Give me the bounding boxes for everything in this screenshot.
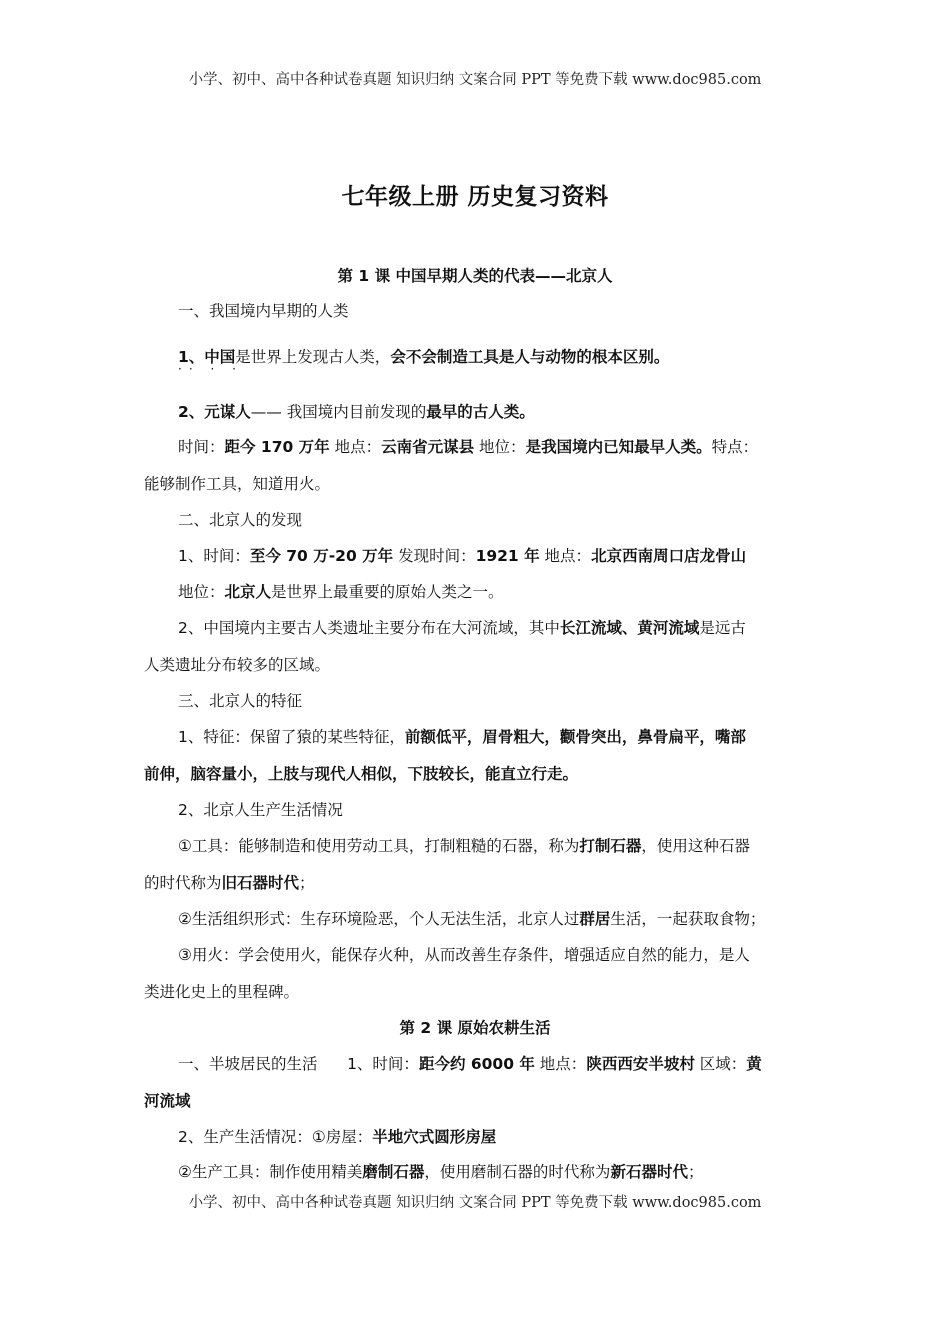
paragraph-11: ③用火：学会使用火，能保存火种，从而改善生存条件，增强适应自然的能力，是人 [178, 946, 750, 964]
section-3-heading: 三、北京人的特征 [178, 692, 303, 710]
paragraph-11-cont: 类进化史上的里程碑。 [144, 983, 300, 1001]
page-header: 小学、初中、高中各种试卷真题 知识归纳 文案合同 PPT 等免费下载 www.doc985.com [188, 72, 762, 88]
paragraph-7: 1、特征：保留了猿的某些特征，前额低平，眉骨粗大，颧骨突出，鼻骨扁平，嘴部 [178, 728, 746, 746]
lesson-2-heading: 第 2 课 原始农耕生活 [399, 1019, 551, 1037]
paragraph-7-cont: 前伸，脑容量小，上肢与现代人相似，下肢较长，能直立行走。 [144, 765, 579, 783]
paragraph-2: 2、元谋人—— 我国境内目前发现的最早的古人类。 [178, 403, 535, 421]
paragraph-4: 1、时间：至今 70 万-20 万年 发现时间：1921 年 地点：北京西南周口店龙骨山 [178, 547, 747, 565]
lesson-1-heading: 第 1 课 中国早期人类的代表——北京人 [337, 267, 613, 285]
document-title: 七年级上册 历史复习资料 [341, 184, 609, 210]
paragraph-3: 时间：距今 170 万年 地点：云南省元谋县 地位：是我国境内已知最早人类。特点： [178, 438, 759, 456]
paragraph-12-cont: 河流域 [144, 1092, 191, 1110]
paragraph-13: 2、生产生活情况：①房屋：半地穴式圆形房屋 [178, 1128, 497, 1146]
section-2-heading: 二、北京人的发现 [178, 511, 303, 529]
section-1-heading: 一、我国境内早期的人类 [178, 302, 349, 320]
paragraph-12: 一、半坡居民的生活 1、时间：距今约 6000 年 地点：陕西西安半坡村 区域：黄 [178, 1055, 762, 1073]
paragraph-10: ②生活组织形式：生存环境险恶，个人无法生活，北京人过群居生活，一起获取食物； [178, 910, 766, 928]
page-footer: 小学、初中、高中各种试卷真题 知识归纳 文案合同 PPT 等免费下载 www.doc985.com [188, 1195, 762, 1211]
paragraph-9-cont: 的时代称为旧石器时代； [144, 874, 315, 892]
paragraph-9: ①工具：能够制造和使用劳动工具，打制粗糙的石器，称为打制石器，使用这种石器 [178, 837, 750, 855]
paragraph-6-cont: 人类遗址分布较多的区域。 [144, 656, 331, 674]
paragraph-8: 2、北京人生产生活情况 [178, 801, 343, 819]
paragraph-3-cont: 能够制作工具，知道用火。 [144, 475, 331, 493]
paragraph-1: 1、中国是世界上发现古人类，会不会制造工具是人与动物的根本区别。 [178, 348, 670, 366]
paragraph-14: ②生产工具：制作使用精美磨制石器，使用磨制石器的时代称为新石器时代； [178, 1163, 704, 1181]
paragraph-5: 地位：北京人是世界上最重要的原始人类之一。 [178, 583, 504, 601]
emphasis-dots: ·· · · [178, 362, 243, 376]
paragraph-6: 2、中国境内主要古人类遗址主要分布在大河流域，其中长江流域、黄河流域是远古 [178, 619, 746, 637]
